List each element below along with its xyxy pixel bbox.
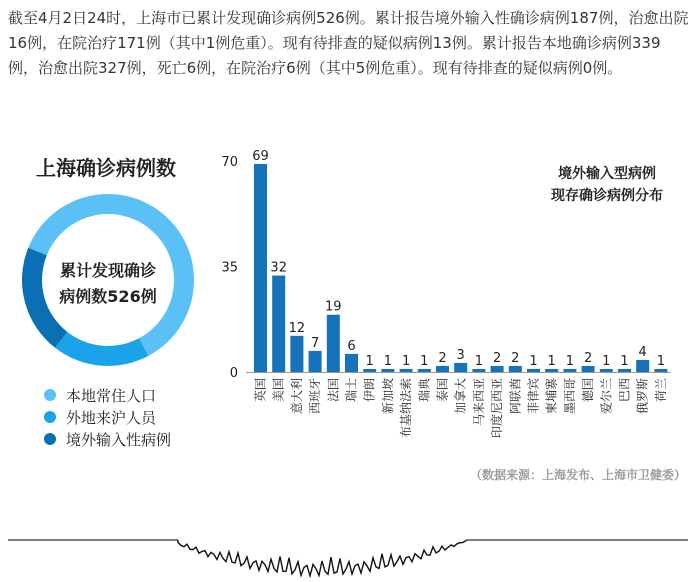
data-source: （数据来源：上海发布、上海市卫健委）	[469, 468, 686, 482]
bar-value-label: 1	[529, 353, 538, 369]
bar	[363, 369, 376, 372]
category-label: 加拿大	[453, 378, 468, 415]
y-tick-label: 70	[221, 155, 238, 170]
bar	[491, 366, 504, 372]
bar	[400, 369, 413, 372]
bar	[527, 369, 540, 372]
bar	[327, 315, 340, 372]
donut-center-label: 病例数526例	[59, 287, 157, 306]
category-label: 瑞典	[417, 378, 432, 403]
waveform-divider	[0, 500, 696, 580]
bar-value-label: 7	[310, 335, 320, 351]
legend-item	[44, 406, 171, 428]
donut-chart	[18, 190, 198, 370]
bar-value-label: 2	[583, 350, 593, 366]
bar-value-label: 1	[620, 353, 629, 369]
bar	[290, 336, 303, 372]
bar	[436, 366, 449, 372]
bar-value-label: 1	[420, 353, 429, 369]
bar	[509, 366, 522, 372]
bar-value-label: 1	[547, 353, 556, 369]
donut-chart-title: 上海确诊病例数	[36, 156, 176, 180]
bar-value-label: 1	[401, 353, 411, 369]
bar	[582, 366, 595, 372]
legend-label: 本地常住人口	[66, 386, 157, 405]
category-label: 瑞士	[344, 378, 359, 403]
category-label: 布基纳法索	[399, 378, 414, 439]
bar-value-label: 6	[347, 338, 356, 354]
bar	[345, 354, 358, 372]
intro-text: 截至4月2日24时，上海市已累计发现确诊病例526例。累计报告境外输入性确诊病例187例，治愈出院16例，在院治疗171例（其中1例危重）。现有待排查的疑似病例13例。累计报告本地确诊病例339例，治愈出院327例，死亡6例，在院治疗6例（其中5例危重）。现有待排查的疑似病例0例。	[8, 9, 689, 77]
bar	[654, 369, 667, 372]
category-label: 美国	[271, 378, 286, 403]
category-label: 荷兰	[653, 378, 668, 403]
legend-dot	[44, 389, 56, 401]
bar	[454, 363, 467, 372]
bar-value-label: 2	[438, 350, 447, 366]
bar-chart-title-line-1: 境外输入型病例	[558, 166, 656, 182]
bar	[618, 369, 631, 372]
bar	[254, 164, 267, 372]
bar	[272, 276, 285, 372]
donut-slice	[55, 332, 148, 366]
bar-value-label: 1	[474, 353, 484, 369]
bar-value-label: 1	[565, 353, 575, 369]
bar	[309, 351, 322, 372]
legend-item	[44, 384, 171, 406]
category-label: 伊朗	[362, 378, 377, 403]
category-label: 泰国	[435, 378, 450, 403]
bar	[563, 369, 576, 372]
bar	[600, 369, 613, 372]
category-label: 菲律宾	[526, 378, 541, 415]
bar-value-label: 3	[456, 347, 465, 363]
category-label: 墨西哥	[562, 378, 577, 415]
bar-value-label: 32	[270, 260, 287, 276]
legend-dot	[44, 433, 56, 445]
category-label: 巴西	[617, 378, 632, 403]
donut-center-label: 累计发现确诊	[59, 261, 157, 280]
bar-value-label: 12	[288, 320, 306, 336]
bar	[636, 360, 649, 372]
y-tick-label: 35	[221, 260, 238, 276]
category-label: 英国	[253, 378, 268, 403]
legend-label: 境外输入性病例	[66, 430, 172, 449]
waveform-path	[178, 540, 466, 576]
y-tick-label: 0	[229, 366, 238, 381]
bar-value-label: 69	[252, 149, 269, 165]
category-label: 俄罗斯	[635, 378, 650, 415]
category-label: 新加坡	[380, 378, 395, 415]
donut-legend	[44, 384, 171, 450]
bar-value-label: 1	[602, 353, 611, 369]
category-label: 印度尼西亚	[490, 378, 505, 439]
category-label: 柬埔寨	[544, 378, 559, 415]
bar	[381, 369, 394, 372]
legend-item	[44, 428, 171, 450]
bar-value-label: 1	[656, 353, 666, 369]
category-label: 德国	[581, 378, 596, 403]
bar	[472, 369, 485, 372]
category-label: 西班牙	[308, 378, 323, 415]
bar-value-label: 2	[511, 350, 520, 366]
legend-dot	[44, 411, 56, 423]
legend-label: 外地来沪人员	[66, 408, 157, 427]
bar-value-label: 1	[383, 353, 393, 369]
category-label: 爱尔兰	[599, 378, 614, 415]
bar-chart	[210, 140, 690, 470]
bar-chart-title-line-2: 现存确诊病例分布	[551, 188, 663, 204]
bar	[418, 369, 431, 372]
category-label: 法国	[326, 378, 341, 403]
category-label: 马来西亚	[471, 378, 486, 427]
bar-value-label: 4	[638, 344, 647, 360]
bar-value-label: 1	[365, 353, 374, 369]
bar	[545, 369, 558, 372]
category-label: 意大利	[289, 378, 304, 415]
bar-value-label: 19	[325, 299, 342, 315]
bar-value-label: 2	[492, 350, 502, 366]
category-label: 阿联酋	[508, 378, 523, 415]
